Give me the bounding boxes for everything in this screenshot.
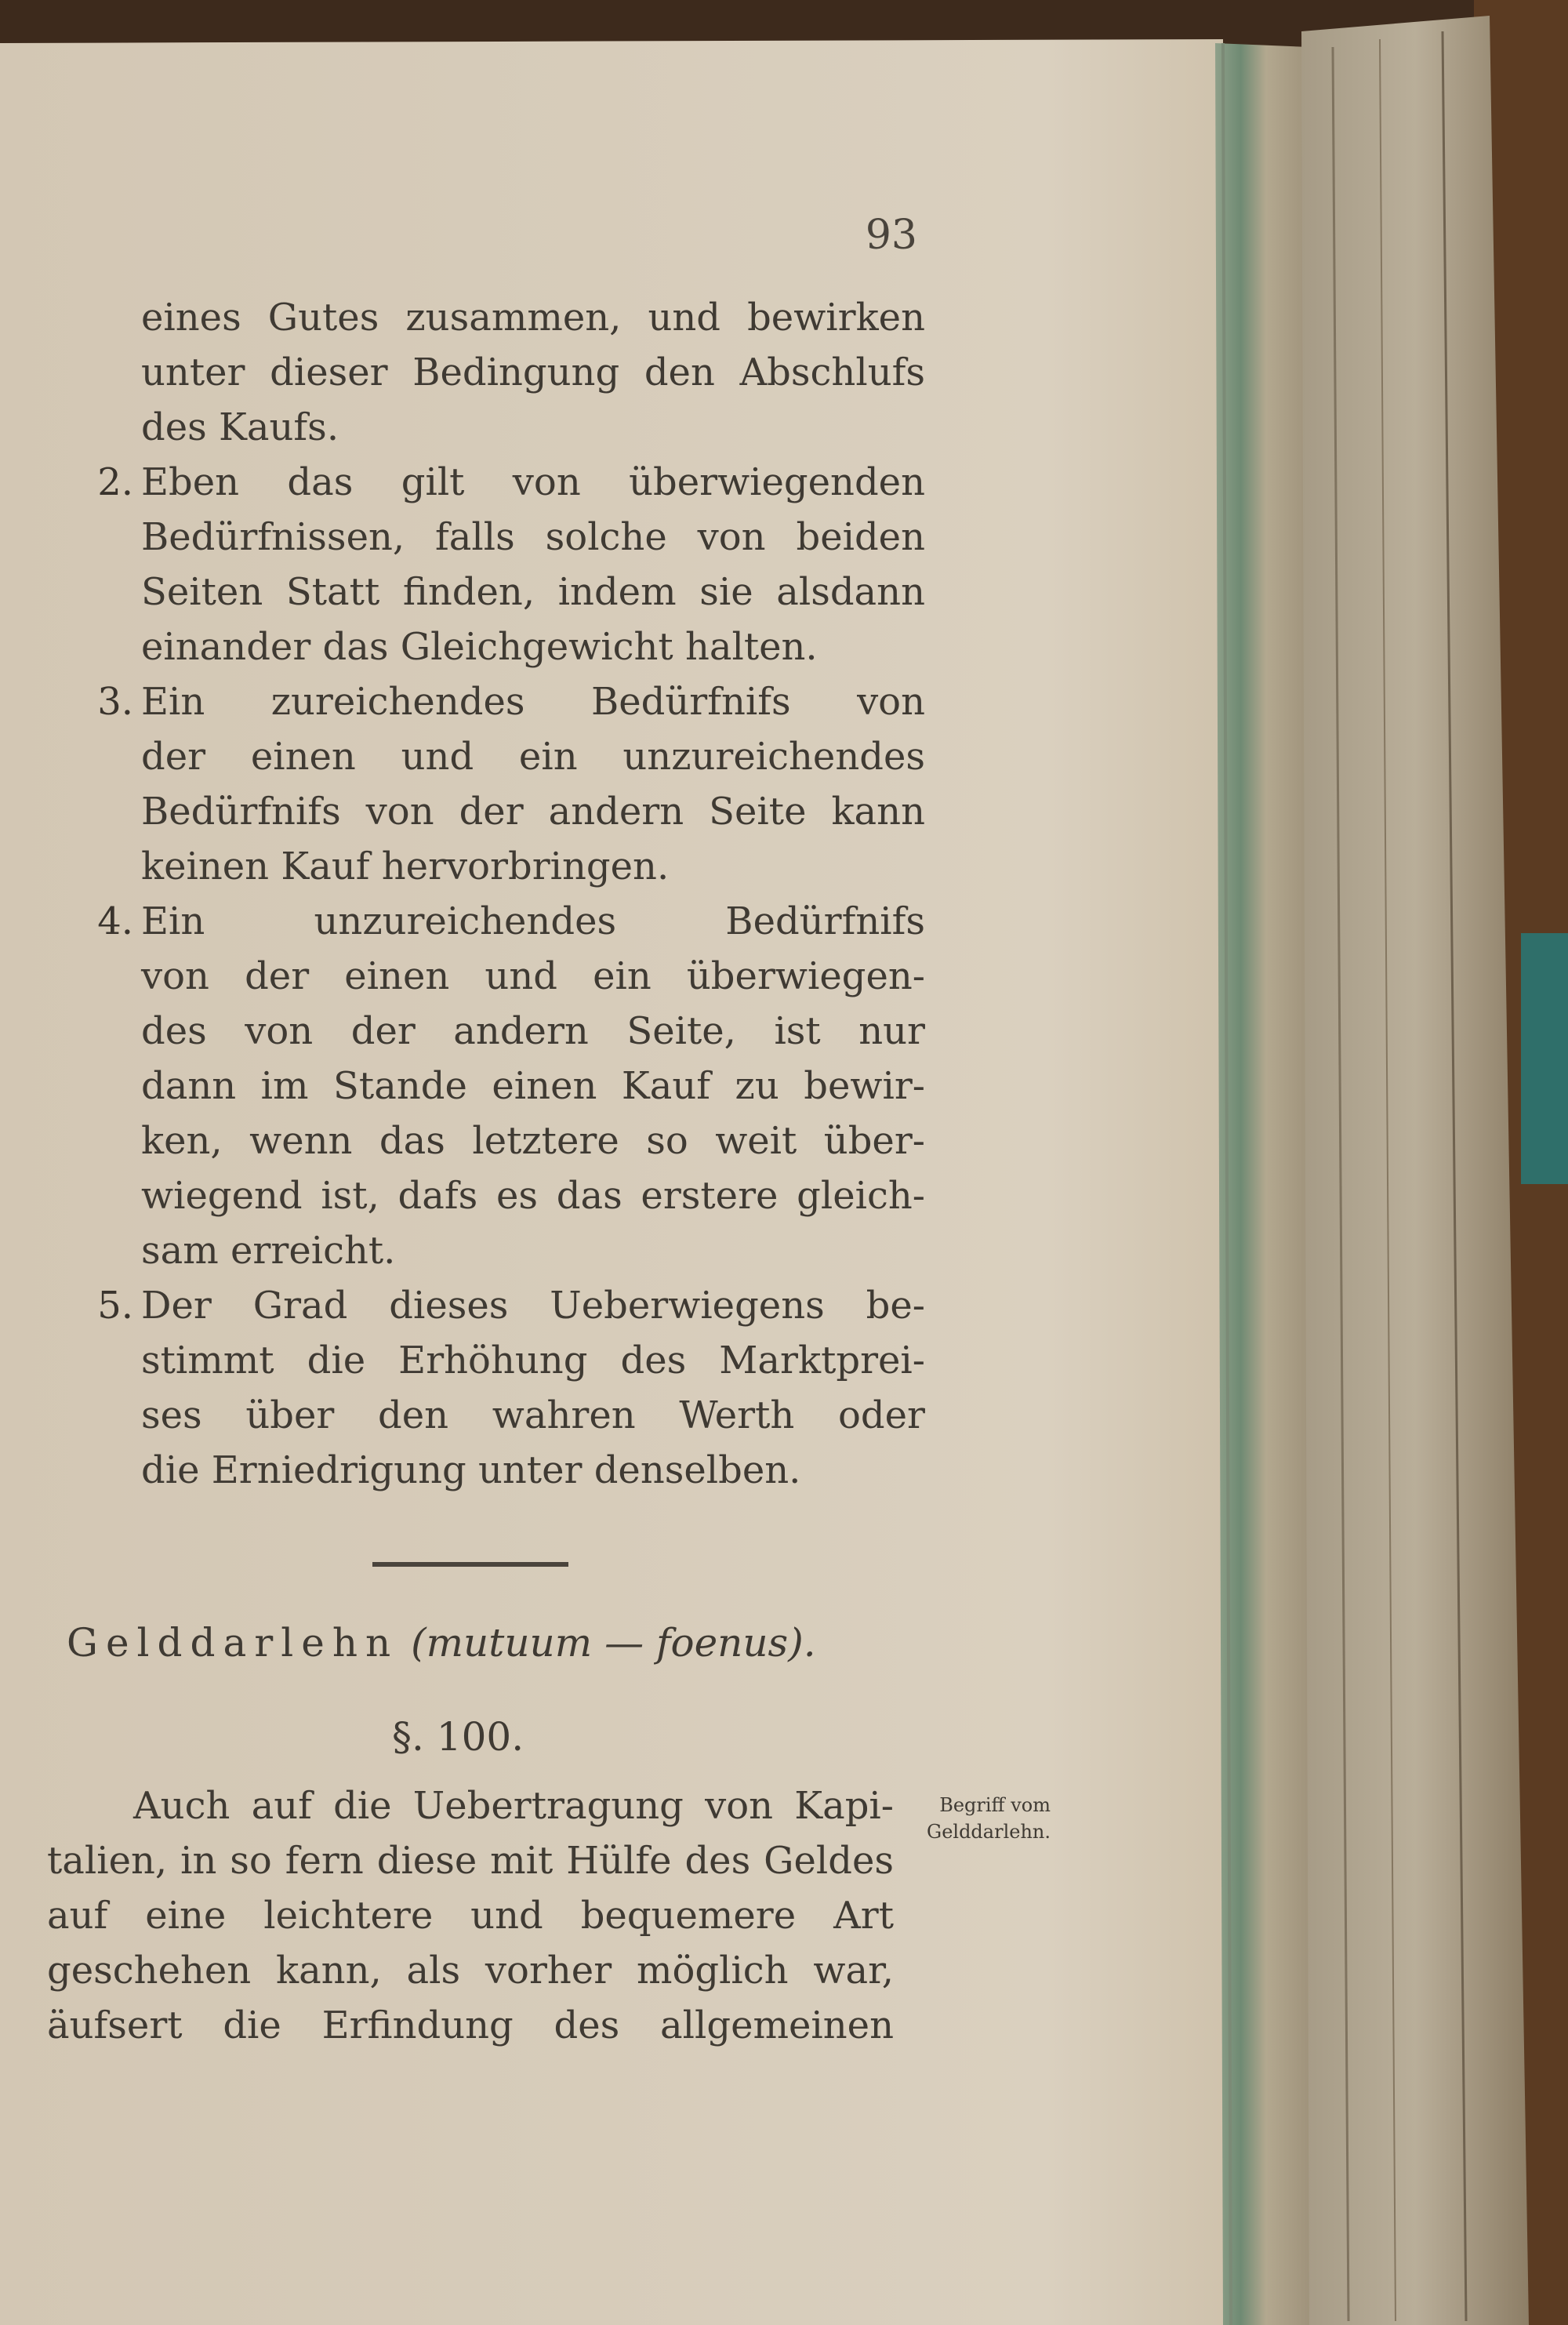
heading-title: Gelddarlehn xyxy=(67,1620,399,1666)
section-heading xyxy=(67,1615,929,1670)
text-line: von der einen und ein überwiegen- xyxy=(141,954,925,998)
item-number: 4. xyxy=(97,899,133,943)
text-line: Seiten Statt finden, indem sie alsdann xyxy=(141,570,925,614)
text-line: der einen und ein unzureichendes xyxy=(141,735,925,779)
list-item xyxy=(55,455,925,674)
text-line: Ein unzureichendes Bedürfnifs xyxy=(141,899,925,943)
list-item xyxy=(55,894,925,1278)
text-line: Auch auf die Uebertragung von Kapi- xyxy=(133,1784,894,1828)
text-line: eines Gutes zusammen, und bewirken xyxy=(141,296,925,340)
text-line: geschehen kann, als vorher möglich war, xyxy=(47,1949,894,1993)
page-number: 93 xyxy=(865,212,917,259)
text-line: stimmt die Erhöhung des Marktprei- xyxy=(141,1339,925,1382)
text-line: Ein zureichendes Bedürfnifs von xyxy=(141,680,925,724)
list-item xyxy=(55,290,925,455)
paragraph xyxy=(47,1778,894,2053)
text-line: einander das Gleichgewicht halten. xyxy=(141,625,818,669)
item-number: 5. xyxy=(97,1284,133,1328)
text-line: Der Grad dieses Ueberwiegens be- xyxy=(141,1284,925,1328)
text-line: des von der andern Seite, ist nur xyxy=(141,1009,925,1053)
text-line: Bedürfnissen, falls solche von beiden xyxy=(141,515,925,559)
text-line: auf eine leichtere und bequemere Art xyxy=(47,1894,894,1938)
section-number: §. 100. xyxy=(392,1714,524,1760)
margin-note xyxy=(894,1792,1051,1845)
margin-note-line: Gelddarlehn. xyxy=(927,1821,1051,1843)
item-number: 3. xyxy=(97,680,133,724)
numbered-list xyxy=(55,290,925,1498)
text-line: die Erniedrigung unter denselben. xyxy=(141,1448,801,1492)
list-item xyxy=(55,674,925,894)
item-number: 2. xyxy=(97,460,133,504)
text-line: unter dieser Bedingung den Abschlufs xyxy=(141,351,925,394)
text-line: Eben das gilt von überwiegenden xyxy=(141,460,925,504)
text-line: des Kaufs. xyxy=(141,405,339,449)
text-line: talien, in so fern diese mit Hülfe des Geldes xyxy=(47,1839,894,1883)
margin-note-line: Begriff vom xyxy=(939,1794,1051,1816)
section-divider xyxy=(372,1562,568,1567)
text-line: äufsert die Erfindung des allgemeinen xyxy=(47,2003,894,2047)
list-item xyxy=(55,1278,925,1498)
text-line: dann im Stande einen Kauf zu bewir- xyxy=(141,1064,925,1108)
text-line: ken, wenn das letztere so weit über- xyxy=(141,1119,925,1163)
text-line: ses über den wahren Werth oder xyxy=(141,1393,925,1437)
text-line: keinen Kauf hervorbringen. xyxy=(141,845,670,888)
text-line: Bedürfnifs von der andern Seite kann xyxy=(141,790,925,834)
text-line: sam erreicht. xyxy=(141,1229,396,1273)
heading-latin: (mutuum — foenus). xyxy=(411,1620,816,1666)
text-line: wiegend ist, dafs es das erstere gleich- xyxy=(141,1174,925,1218)
